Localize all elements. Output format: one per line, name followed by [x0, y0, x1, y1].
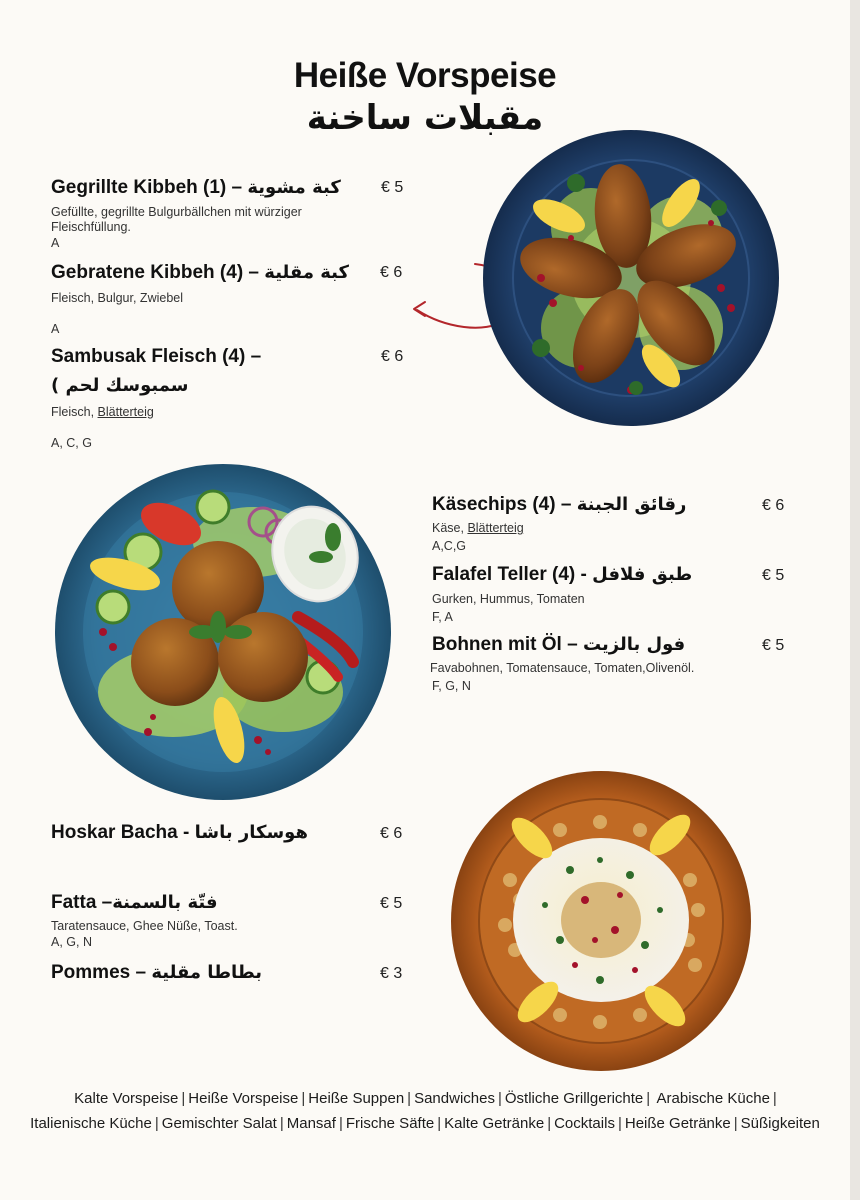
item-price: € 5 — [380, 895, 403, 912]
menu-item-kaesechips — [432, 494, 792, 554]
menu-item-gegrillte-kibbeh — [51, 177, 411, 251]
item-allergens: A — [51, 322, 60, 336]
nav-link-heisse-suppen[interactable]: Heiße Suppen — [308, 1090, 405, 1107]
nav-link-sandwiches[interactable]: Sandwiches — [414, 1090, 495, 1107]
footer-nav-row-1: Kalte Vorspeise | Heiße Vorspeise | Heiße Suppen | Sandwiches | Östliche Grillgerichte | Arabische Küche | — [74, 1090, 777, 1107]
page-title-arabic: مقبلات ساخنة — [306, 98, 544, 138]
menu-item-falafel-teller — [432, 564, 792, 625]
item-name-arabic: كبة مشوية — [247, 177, 341, 198]
item-name: Fatta – — [51, 892, 113, 913]
nav-link-mansaf[interactable]: Mansaf — [286, 1115, 336, 1132]
nav-link-heisse-vorspeise[interactable]: Heiße Vorspeise — [188, 1090, 299, 1107]
menu-item-hoskar-bacha — [51, 822, 411, 844]
item-price: € 6 — [762, 497, 785, 514]
item-name-arabic: بطاطا مقلية — [151, 962, 263, 983]
item-name-arabic: رقائق الجبنة — [576, 494, 687, 515]
nav-link-oestliche-grillgerichte[interactable]: Östliche Grillgerichte — [504, 1090, 644, 1107]
item-name: Bohnen mit Öl – — [432, 634, 578, 655]
nav-link-cocktails[interactable]: Cocktails — [554, 1115, 615, 1132]
blaetterteig-link[interactable]: Blätterteig — [467, 521, 524, 535]
footer-category-nav — [0, 1086, 850, 1136]
item-name-arabic: طبق فلافل — [592, 564, 693, 585]
item-name-arabic: كبة مقلية — [264, 262, 349, 283]
item-price: € 6 — [381, 348, 404, 365]
item-allergens: F, G, N — [432, 679, 471, 693]
item-name-arabic: هوسكار باشا — [194, 822, 308, 843]
item-description: Taratensauce, Ghee Nüße, Toast. — [51, 919, 238, 933]
nav-link-arabische-kueche[interactable]: Arabische Küche — [656, 1090, 770, 1107]
item-allergens: A — [51, 236, 60, 250]
item-name: Pommes – — [51, 962, 147, 983]
item-price: € 6 — [380, 264, 403, 281]
item-allergens: F, A — [432, 610, 453, 624]
menu-item-sambusak-fleisch — [51, 346, 411, 451]
item-price: € 5 — [762, 637, 785, 654]
item-price: € 6 — [380, 825, 403, 842]
menu-item-fatta — [51, 892, 411, 950]
menu-item-gebratene-kibbeh — [51, 262, 411, 337]
item-description: Fleisch, — [51, 405, 98, 419]
item-name: Gebratene Kibbeh (4) – — [51, 262, 259, 283]
nav-link-frische-saefte[interactable]: Frische Säfte — [345, 1115, 435, 1132]
nav-link-gemischter-salat[interactable]: Gemischter Salat — [161, 1115, 277, 1132]
item-allergens: A,C,G — [432, 539, 467, 553]
menu-item-bohnen-mit-oel — [432, 634, 792, 694]
footer-nav-row-2: Italienische Küche | Gemischter Salat | Mansaf | Frische Säfte | Kalte Getränke | Cocktails | Heiße Getränke | Süßigkeiten — [30, 1115, 820, 1132]
nav-link-suessigkeiten[interactable]: Süßigkeiten — [740, 1115, 820, 1132]
item-description: Fleisch, Bulgur, Zwiebel — [51, 291, 184, 305]
kibbeh-plate-image — [481, 128, 781, 428]
nav-link-heisse-getraenke[interactable]: Heiße Getränke — [624, 1115, 731, 1132]
item-name-arabic: فتّة بالسمنة — [112, 892, 218, 913]
item-allergens: A, G, N — [51, 935, 92, 949]
item-description: Favabohnen, Tomatensauce, Tomaten,Olivenöl. — [430, 661, 695, 675]
item-description: Gurken, Hummus, Tomaten — [432, 592, 585, 606]
item-name: Käsechips (4) – — [432, 494, 572, 515]
item-name: Hoskar Bacha - — [51, 822, 190, 843]
falafel-plate-image — [53, 462, 393, 802]
item-name: Sambusak Fleisch (4) – — [51, 346, 262, 367]
item-price: € 5 — [381, 179, 404, 196]
item-name-arabic: فول بالزيت — [582, 634, 686, 655]
nav-link-kalte-vorspeise[interactable]: Kalte Vorspeise — [74, 1090, 179, 1107]
fatta-plate-image — [450, 770, 752, 1072]
nav-link-kalte-getraenke[interactable]: Kalte Getränke — [444, 1115, 545, 1132]
item-name-arabic: ( سمبوسك لحم — [51, 375, 189, 396]
menu-item-pommes — [51, 962, 411, 984]
item-name: Gegrillte Kibbeh (1) – — [51, 177, 243, 198]
item-description: Gefüllte, gegrillte Bulgurbällchen mit würziger Fleischfüllung. — [51, 205, 302, 234]
blaetterteig-link[interactable]: Blätterteig — [97, 405, 154, 419]
nav-link-italienische-kueche[interactable]: Italienische Küche — [30, 1115, 152, 1132]
item-allergens: A, C, G — [51, 436, 92, 450]
item-description: Käse, — [432, 521, 468, 535]
item-price: € 5 — [762, 567, 785, 584]
item-name: Falafel Teller (4) - — [432, 564, 587, 585]
item-price: € 3 — [380, 965, 403, 982]
page-title: Heiße Vorspeise — [293, 56, 557, 95]
